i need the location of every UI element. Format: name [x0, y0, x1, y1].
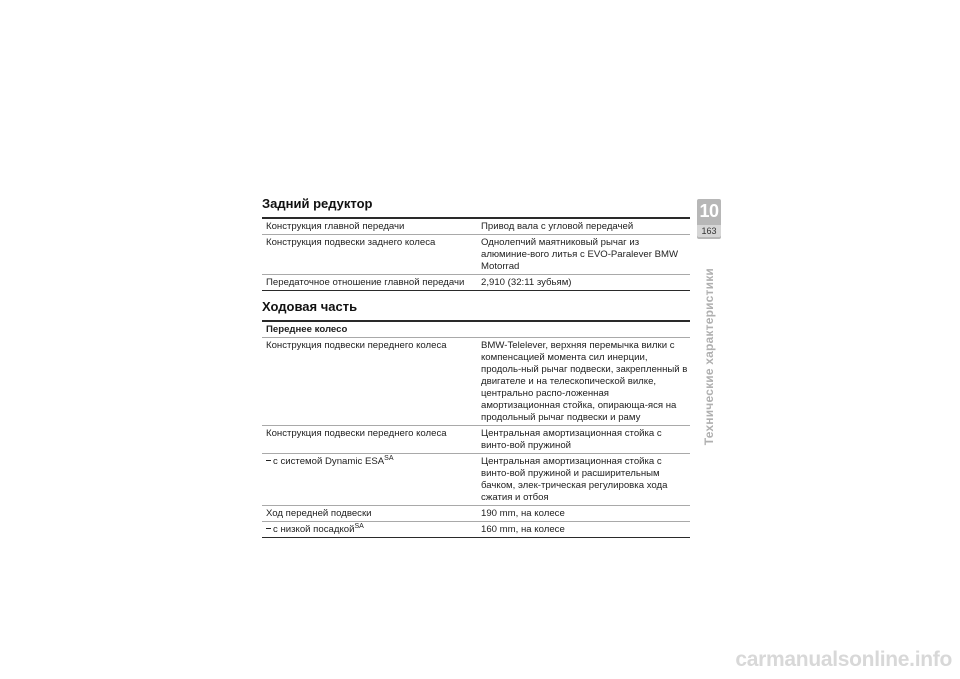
row-label: Конструкция главной передачи [266, 221, 405, 232]
sa-marker: SA [354, 523, 364, 530]
dash-icon [266, 460, 271, 461]
row-label: Конструкция подвески переднего колеса [266, 340, 447, 351]
row-value: Центральная амортизационная стойка с винто-вой пружиной и расширительным бачком, элек-трическая регулировка хода сжатия и отбоя [481, 456, 668, 503]
table-chassis [262, 320, 690, 538]
table-row [262, 522, 690, 538]
table-row [262, 506, 690, 522]
subhead-front-wheel: Переднее колесо [262, 322, 690, 338]
section-title-chassis: Ходовая часть [262, 299, 358, 314]
table-row [262, 275, 690, 291]
row-label: Ход передней подвески [266, 508, 372, 519]
table-row [262, 235, 690, 275]
row-label [262, 524, 479, 536]
table-row [262, 426, 690, 454]
chapter-side-label-text: Технические характеристики [702, 268, 716, 446]
section-title-rear-drive: Задний редуктор [262, 196, 373, 211]
row-label [262, 456, 479, 504]
row-value: 2,910 (32:11 зубьям) [481, 277, 572, 288]
page-number: 163 [697, 225, 721, 237]
table-rear-drive [262, 217, 690, 291]
row-value: 190 mm, на колесе [481, 508, 565, 519]
watermark: carmanualsonline.info [735, 648, 952, 671]
row-value: 160 mm, на колесе [481, 524, 565, 535]
row-label-text: с системой Dynamic ESA [273, 456, 385, 467]
row-label: Конструкция подвески заднего колеса [266, 237, 436, 248]
table-row [262, 454, 690, 506]
spec-content [262, 196, 690, 538]
table-row [262, 338, 690, 426]
row-label: Конструкция подвески переднего колеса [266, 428, 447, 439]
dash-icon [266, 528, 271, 529]
row-value: Привод вала с угловой передачей [481, 221, 634, 232]
chapter-tab [697, 199, 721, 239]
chapter-side-label [698, 268, 720, 448]
row-label: Передаточное отношение главной передачи [266, 277, 465, 288]
row-value: Центральная амортизационная стойка с винто-вой пружиной [481, 428, 662, 451]
row-value: Однолепчий маятниковый рычаг из алюминие-вого литья с EVO-Paralever BMW Motorrad [481, 237, 679, 272]
row-label-text: с низкой посадкой [273, 524, 355, 535]
chapter-number: 10 [699, 201, 719, 221]
row-value: BMW-Telelever, верхняя перемычка вилки с компенсацией момента сил инерции, продоль-ный рычаг подвески, закрепленный в двигателе и на телескопической вилке, центрально распо-ложенная амортизационная стойка, опирающа-яся на продольный рычаг подвески и раму [481, 340, 688, 423]
sa-marker: SA [384, 455, 394, 462]
table-row [262, 219, 690, 235]
